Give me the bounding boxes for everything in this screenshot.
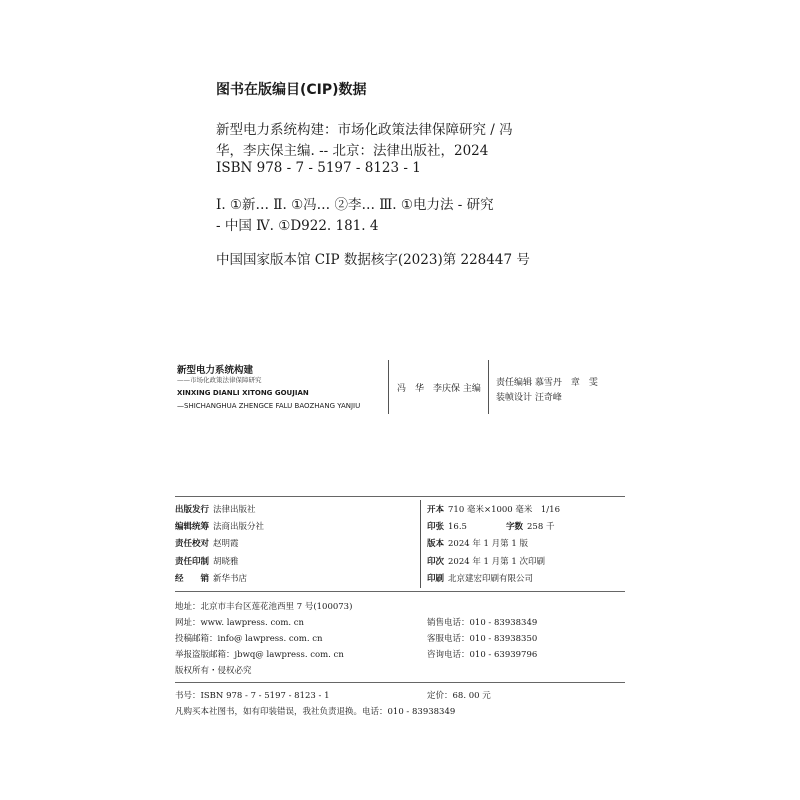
divider xyxy=(420,500,421,588)
cover-designer: 装帧设计 汪奇峰 xyxy=(496,393,562,403)
report-email: 举报盗版邮箱：jbwq@ lawpress. com. cn xyxy=(175,650,344,660)
cip-title: 图书在版编目(CIP)数据 xyxy=(216,82,367,98)
publisher-website: 网址：www. lawpress. com. cn xyxy=(175,618,305,628)
colophon-item: 经 销 新华书店 xyxy=(175,574,248,584)
book-authors: 冯 华 李庆保 主编 xyxy=(397,384,481,394)
divider xyxy=(488,360,489,414)
publisher-address: 地址：北京市丰台区莲花池西里 7 号(100073) xyxy=(175,602,353,612)
cip-classification-line-2: - 中国 Ⅳ. ①D922. 181. 4 xyxy=(216,218,379,234)
colophon-item: 印次 2024 年 1 月第 1 次印刷 xyxy=(427,557,545,567)
cip-classification-line-1: Ⅰ. ①新… Ⅱ. ①冯… ②李… Ⅲ. ①电力法 - 研究 xyxy=(216,197,494,213)
submission-email: 投稿邮箱：info@ lawpress. com. cn xyxy=(175,634,323,644)
sales-phone: 销售电话：010 - 83938349 xyxy=(427,618,538,628)
book-title: 新型电力系统构建 xyxy=(177,365,254,376)
colophon-item: 印刷 北京建宏印刷有限公司 xyxy=(427,574,534,584)
cip-verification-number: 中国国家版本馆 CIP 数据核字(2023)第 228447 号 xyxy=(216,252,530,268)
responsible-editors: 责任编辑 慕雪丹 章 雯 xyxy=(496,378,598,388)
colophon-item: 责任校对 赵明霞 xyxy=(175,539,239,549)
rights-notice: 版权所有・侵权必究 xyxy=(175,666,252,676)
book-subtitle: ——市场化政策法律保障研究 xyxy=(177,376,262,384)
cip-isbn: ISBN 978 - 7 - 5197 - 8123 - 1 xyxy=(216,160,421,176)
divider xyxy=(175,682,625,683)
divider xyxy=(175,591,625,592)
divider xyxy=(175,496,625,497)
colophon-item: 出版发行 法律出版社 xyxy=(175,505,256,515)
cip-description-line-1: 新型电力系统构建：市场化政策法律保障研究 / 冯 xyxy=(216,122,513,138)
divider xyxy=(388,360,389,414)
cip-description-line-2: 华，李庆保主编. -- 北京：法律出版社，2024 xyxy=(216,143,489,159)
colophon-item: 开本 710 毫米×1000 毫米 1/16 xyxy=(427,505,560,515)
colophon-item: 责任印制 胡晓雅 xyxy=(175,557,239,567)
colophon-item: 编辑统筹 法商出版分社 xyxy=(175,522,265,532)
service-phone: 客服电话：010 - 83938350 xyxy=(427,634,538,644)
book-pinyin-title: XINXING DIANLI XITONG GOUJIAN xyxy=(177,389,309,397)
colophon-item: 字数 258 千 xyxy=(506,522,555,532)
book-number: 书号：ISBN 978 - 7 - 5197 - 8123 - 1 xyxy=(175,691,330,701)
book-pinyin-subtitle: —SHICHANGHUA ZHENGCE FALU BAOZHANG YANJIU xyxy=(177,402,361,410)
return-policy-note: 凡购买本社图书，如有印装错误，我社负责退换。电话：010 - 83938349 xyxy=(175,707,456,717)
price: 定价：68. 00 元 xyxy=(427,691,491,701)
colophon-item: 印张 16.5 xyxy=(427,522,467,532)
inquiry-phone: 咨询电话：010 - 63939796 xyxy=(427,650,538,660)
colophon-item: 版本 2024 年 1 月第 1 版 xyxy=(427,539,528,549)
